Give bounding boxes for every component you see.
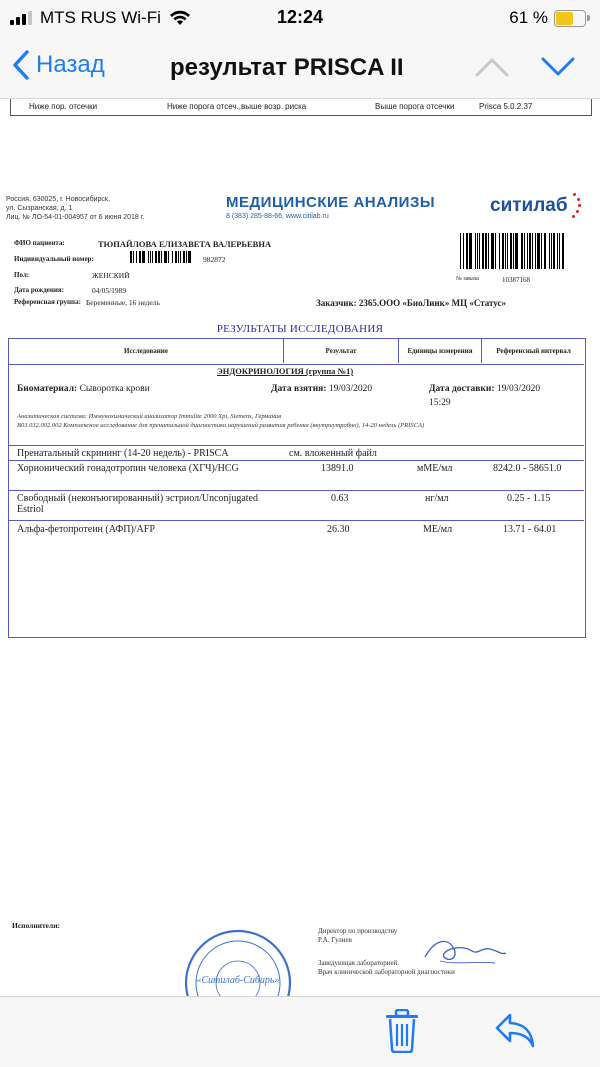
trash-icon[interactable]	[384, 1009, 420, 1053]
barcode-bar	[139, 251, 141, 263]
lab-logo	[490, 195, 568, 217]
barcode-bar	[515, 233, 518, 269]
barcode-bar	[495, 233, 496, 269]
lab-license: Лиц. № ЛО-54-01-004957 от 6 июня 2018 г.	[6, 214, 145, 221]
ref-group-value: Беременные, 16 недель	[86, 298, 160, 307]
row-ref: 8242.0 - 58651.0	[493, 463, 562, 474]
lab-address-line: ул. Сызранская, д. 1	[6, 205, 73, 212]
signature-icon	[420, 931, 510, 971]
barcode-bar	[491, 233, 494, 269]
barcode-bar	[537, 233, 540, 269]
client-line: Заказчик: 2365.ООО «БиоЛинк» МЦ «Статус»	[316, 298, 507, 308]
biomaterial-value: Сыворотка крови	[79, 384, 150, 394]
col-header-test: Исследование	[9, 339, 284, 363]
barcode-bar	[510, 233, 512, 269]
row-name: Хорионический гонадотропин человека (ХГЧ)/HCG	[17, 463, 239, 474]
dob-label: Дата рождения:	[14, 286, 65, 294]
barcode-bar	[541, 233, 542, 269]
barcode-bar	[557, 233, 558, 269]
analytic-system-text: Аналитическая система: Иммунохимический анализатор Immulite 2000 Xpi, Siemens, Германия	[17, 413, 282, 420]
barcode-bar	[551, 233, 552, 269]
barcode-bar	[505, 233, 506, 269]
chevron-left-icon	[12, 50, 30, 80]
barcode-bar	[133, 251, 134, 263]
prev-strip-col4: Prisca 5.0.2.37	[479, 102, 533, 111]
date-taken-label: Дата взятия:	[271, 384, 327, 394]
dob-value: 04/05/1989	[92, 286, 127, 295]
sex-value: ЖЕНСКИЙ	[92, 271, 130, 280]
barcode-bar	[485, 233, 487, 269]
lab-head-title: Заведующая лабораторией.	[318, 959, 400, 967]
prev-strip-col1: Ниже пор. отсечки	[29, 102, 98, 111]
director-title: Директор по производству	[318, 927, 398, 935]
row-units: нг/мл	[425, 493, 449, 504]
barcode-bar	[527, 233, 528, 269]
barcode-bar	[507, 233, 508, 269]
carrier-label: MTS RUS Wi-Fi	[40, 8, 161, 27]
patient-name: ТЮПАЙЛОВА ЕЛИЗАВЕТА ВАЛЕРЬЕВНА	[98, 239, 272, 249]
results-title: РЕЗУЛЬТАТЫ ИССЛЕДОВАНИЯ	[216, 323, 384, 335]
row-name: Альфа-фетопротеин (АФП)/AFP	[17, 524, 155, 535]
barcode-bar	[466, 233, 468, 269]
battery-icon	[554, 10, 586, 27]
barcode-bar	[178, 251, 179, 263]
reply-icon[interactable]	[494, 1011, 536, 1051]
barcode-bar	[475, 233, 476, 269]
barcode-bar	[562, 233, 564, 269]
page-title: результат PRISCA II	[170, 54, 404, 81]
id-number: 982872	[203, 255, 226, 264]
barcode-bar	[130, 251, 132, 263]
row-result: 13891.0	[321, 463, 354, 474]
performers-label: Исполнители:	[12, 921, 61, 930]
id-barcode	[130, 251, 196, 263]
barcode-bar	[529, 233, 531, 269]
battery-level	[556, 12, 573, 25]
col-header-result: Результат	[284, 339, 399, 363]
fio-label: ФИО пациента:	[14, 239, 65, 247]
barcode-bar	[477, 233, 478, 269]
logo-dots-icon	[568, 193, 580, 219]
date-delivery-value: 19/03/2020	[496, 384, 541, 394]
lab-head-position: Врач клинической лабораторной диагностики	[318, 968, 455, 976]
barcode-bar	[150, 251, 151, 263]
barcode-bar	[482, 233, 484, 269]
barcode-bar	[188, 251, 191, 263]
delivery-time: 15:29	[429, 398, 451, 408]
date-delivery	[429, 384, 540, 394]
barcode-bar	[463, 233, 464, 269]
col-header-units: Единицы измерения	[399, 339, 482, 363]
row-name: Пренатальный скрининг (14-20 недель) - PRISCA	[17, 448, 229, 459]
barcode-bar	[559, 233, 560, 269]
barcode-bar	[136, 251, 137, 263]
prev-strip-col3: Выше порога отсечки	[375, 102, 455, 111]
biomaterial	[17, 384, 150, 394]
order-number-label: № заказа	[456, 276, 479, 282]
order-number: 10387168	[502, 276, 530, 284]
barcode-bar	[524, 233, 525, 269]
date-taken-value: 19/03/2020	[328, 384, 373, 394]
document-viewer[interactable]	[0, 99, 600, 996]
chevron-up-icon[interactable]	[474, 56, 510, 78]
barcode-bar	[549, 233, 550, 269]
ref-group-label: Референсная группа:	[14, 298, 81, 306]
barcode-bar	[502, 233, 504, 269]
row-ref: 13.71 - 64.01	[503, 524, 557, 535]
analytic-system	[17, 412, 527, 430]
date-taken	[271, 384, 372, 394]
biomaterial-label: Биоматериал:	[17, 384, 78, 394]
row-ref: 0.25 - 1.15	[507, 493, 551, 504]
back-label: Назад	[36, 51, 105, 78]
barcode-bar	[513, 233, 514, 269]
barcode-bar	[155, 251, 157, 263]
barcode-bar	[180, 251, 181, 263]
director-name: Р.А. Гулиев	[318, 936, 352, 944]
id-label: Индивидуальный номер:	[14, 255, 94, 263]
barcode-bar	[499, 233, 500, 269]
barcode-bar	[532, 233, 533, 269]
back-button[interactable]	[12, 50, 105, 80]
row-name: Свободный (неконъюгированный) эстриол/Unconjugated Estriol	[17, 493, 258, 515]
barcode-bar	[168, 251, 169, 263]
lab-address-line: Россия, 630025, г. Новосибирск,	[6, 196, 110, 203]
barcode-bar	[186, 251, 187, 263]
row-units: МЕ/мл	[423, 524, 453, 535]
section-title: ЭНДОКРИНОЛОГИЯ (группа №1)	[217, 366, 354, 376]
barcode-bar	[521, 233, 523, 269]
bottom-toolbar	[0, 996, 600, 1067]
previous-page-strip	[10, 99, 592, 116]
row-result: 0.63	[331, 493, 349, 504]
chevron-down-icon[interactable]	[540, 56, 576, 78]
lab-title: МЕДИЦИНСКИЕ АНАЛИЗЫ	[226, 194, 436, 211]
barcode-bar	[544, 233, 546, 269]
barcode-bar	[158, 251, 160, 263]
lab-contact: 8 (383) 285-88-66, www.citilab.ru	[226, 213, 329, 220]
barcode-bar	[175, 251, 177, 263]
results-table	[8, 338, 586, 638]
row-units: мМЕ/мл	[417, 463, 453, 474]
barcode-bar	[183, 251, 185, 263]
barcode-bar	[161, 251, 162, 263]
battery-percent: 61 %	[509, 8, 548, 27]
col-header-ref: Референсный интервал	[496, 347, 571, 355]
barcode-bar	[460, 233, 461, 269]
date-delivery-label: Дата доставки:	[429, 384, 495, 394]
lab-stamp-icon	[178, 921, 298, 996]
lab-logo-text: ситилаб	[490, 195, 568, 216]
lab-address	[6, 195, 144, 222]
order-barcode	[460, 233, 566, 269]
barcode-bar	[152, 251, 153, 263]
stamp-text: «Ситилаб-Сибирь»	[196, 975, 280, 986]
barcode-bar	[148, 251, 149, 263]
complex-test-text: В03.032.002.002 Комплексное исследование для пренатальной диагностики нарушений развития ребенка (внутриутробно), 14-20 недель (PRISCA)	[17, 422, 425, 429]
barcode-bar	[164, 251, 167, 263]
status-bar	[0, 0, 600, 36]
barcode-bar	[488, 233, 489, 269]
barcode-bar	[535, 233, 536, 269]
barcode-bar	[142, 251, 145, 263]
prev-strip-col2: Ниже порога отсеч.,выше возр. риска	[167, 102, 307, 111]
barcode-bar	[172, 251, 173, 263]
barcode-bar	[553, 233, 555, 269]
battery-group	[509, 8, 586, 28]
barcode-bar	[469, 233, 472, 269]
sex-label: Пол:	[14, 271, 30, 279]
barcode-bar	[479, 233, 480, 269]
clock: 12:24	[276, 7, 324, 27]
row-result: см. вложенный файл	[289, 448, 377, 459]
navigation-bar	[0, 36, 600, 99]
row-result: 26.30	[327, 524, 350, 535]
